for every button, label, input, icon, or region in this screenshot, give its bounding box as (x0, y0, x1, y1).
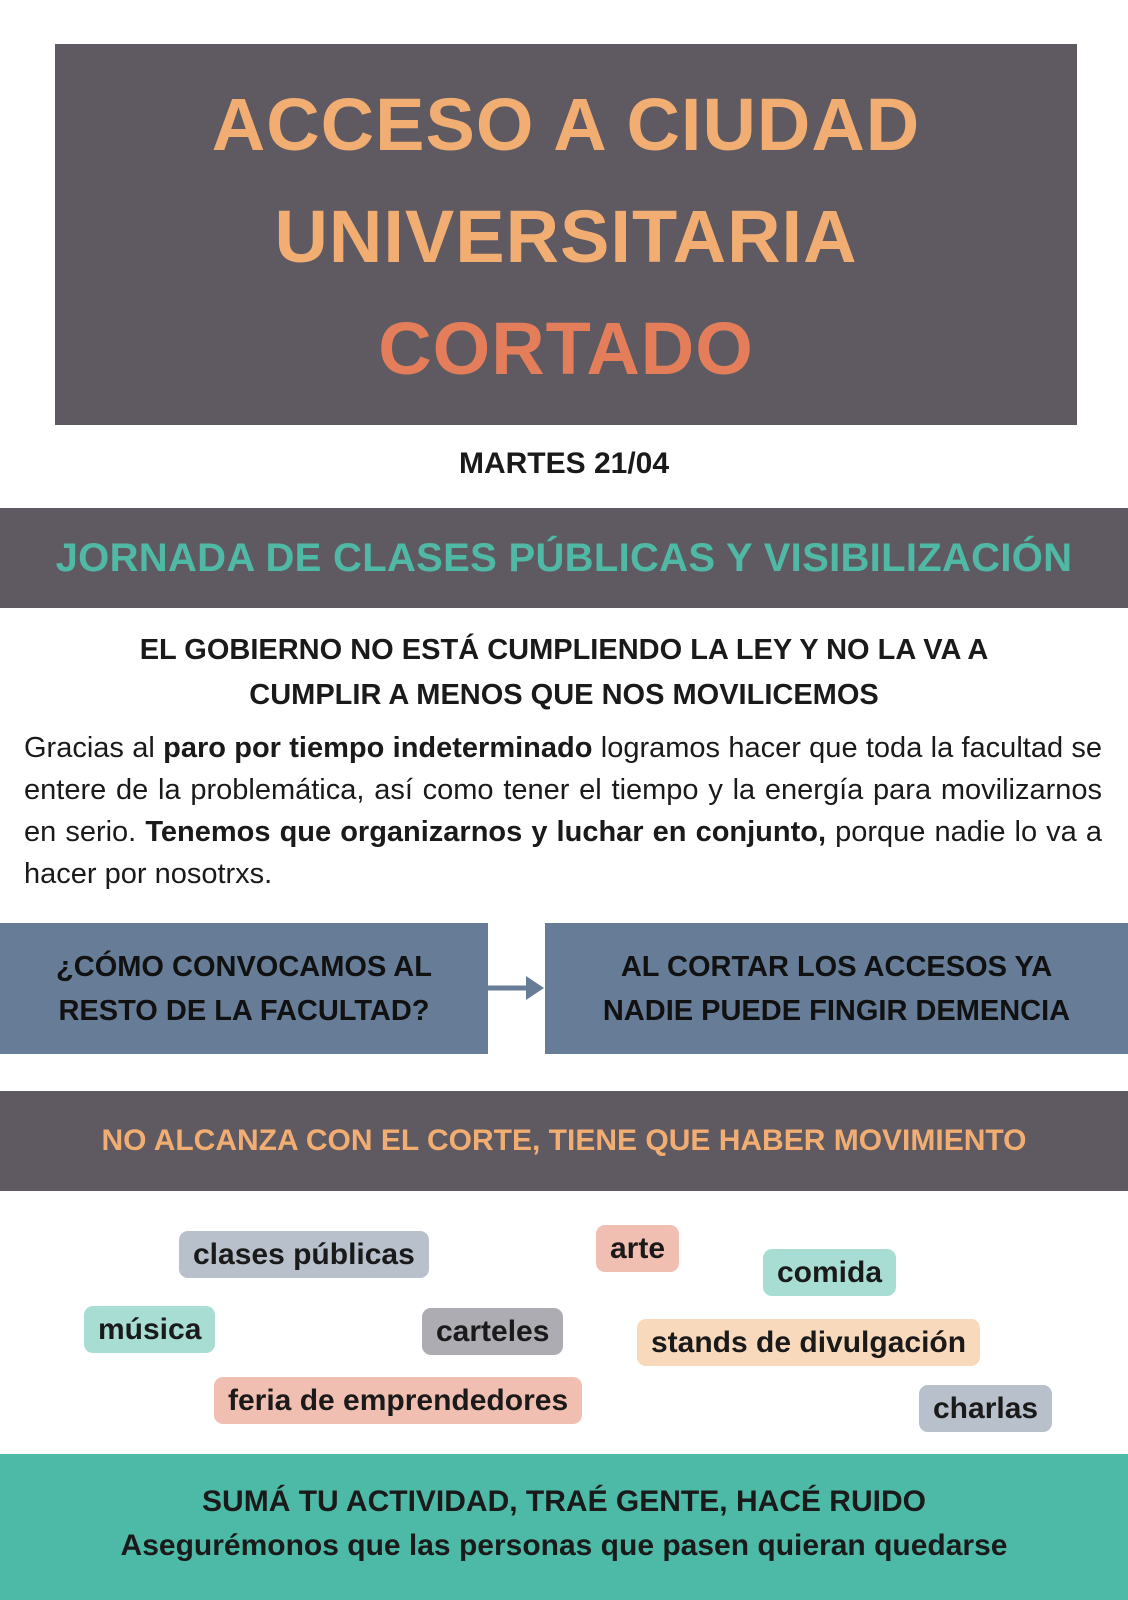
body-text-2: logramos hacer que toda la facultad se entere de la problemática, así como tener el tiempo y la energía para movilizarnos en serio. (24, 732, 1103, 848)
body-text-3: porque nadie lo va a hacer por nosotrxs. (24, 816, 1102, 890)
answer-line-1: AL CORTAR LOS ACCESOS YA (620, 950, 1053, 983)
tag-clases-publicas: clases públicas (179, 1231, 429, 1278)
event-banner (0, 508, 1128, 608)
question-box (0, 923, 488, 1054)
footer-banner (0, 1454, 1128, 1600)
event-banner-text: JORNADA DE CLASES PÚBLICAS Y VISIBILIZACIÓN (55, 535, 1073, 580)
footer-line-1: SUMÁ TU ACTIVIDAD, TRAÉ GENTE, HACÉ RUIDO (202, 1485, 926, 1518)
title-line-1: ACCESO A CIUDAD (211, 83, 921, 166)
footer-line-2: Asegurémonos que las personas que pasen quieran quedarse (120, 1529, 1008, 1562)
title-box (55, 44, 1077, 425)
movement-banner (0, 1091, 1128, 1191)
title-line-3: CORTADO (378, 307, 754, 390)
tag-stands: stands de divulgación (637, 1319, 980, 1366)
tag-feria: feria de emprendedores (214, 1377, 582, 1424)
arrow-right-icon (488, 972, 545, 1004)
body-bold-2: Tenemos que organizarnos y luchar en conjunto, (145, 816, 827, 848)
answer-line-2: NADIE PUEDE FINGIR DEMENCIA (602, 994, 1071, 1027)
question-line-2: RESTO DE LA FACULTAD? (58, 994, 430, 1027)
question-line-1: ¿CÓMO CONVOCAMOS AL (56, 950, 432, 983)
answer-box (545, 923, 1128, 1054)
tag-musica: música (84, 1306, 215, 1353)
tag-carteles: carteles (422, 1308, 563, 1355)
tag-comida: comida (763, 1249, 896, 1296)
event-date: MARTES 21/04 (458, 447, 670, 480)
tag-charlas: charlas (919, 1385, 1052, 1432)
headline (40, 628, 1088, 718)
headline-line-2: CUMPLIR A MENOS QUE NOS MOVILICEMOS (249, 679, 879, 711)
tag-arte: arte (596, 1225, 679, 1272)
title-line-2: UNIVERSITARIA (274, 195, 858, 278)
body-text-1: Gracias al (24, 732, 164, 764)
headline-line-1: EL GOBIERNO NO ESTÁ CUMPLIENDO LA LEY Y NO LA VA A (139, 634, 989, 666)
movement-banner-text: NO ALCANZA CON EL CORTE, TIENE QUE HABER MOVIMIENTO (101, 1124, 1027, 1157)
body-bold-1: paro por tiempo indeterminado (163, 732, 593, 764)
body-paragraph (24, 727, 1102, 895)
